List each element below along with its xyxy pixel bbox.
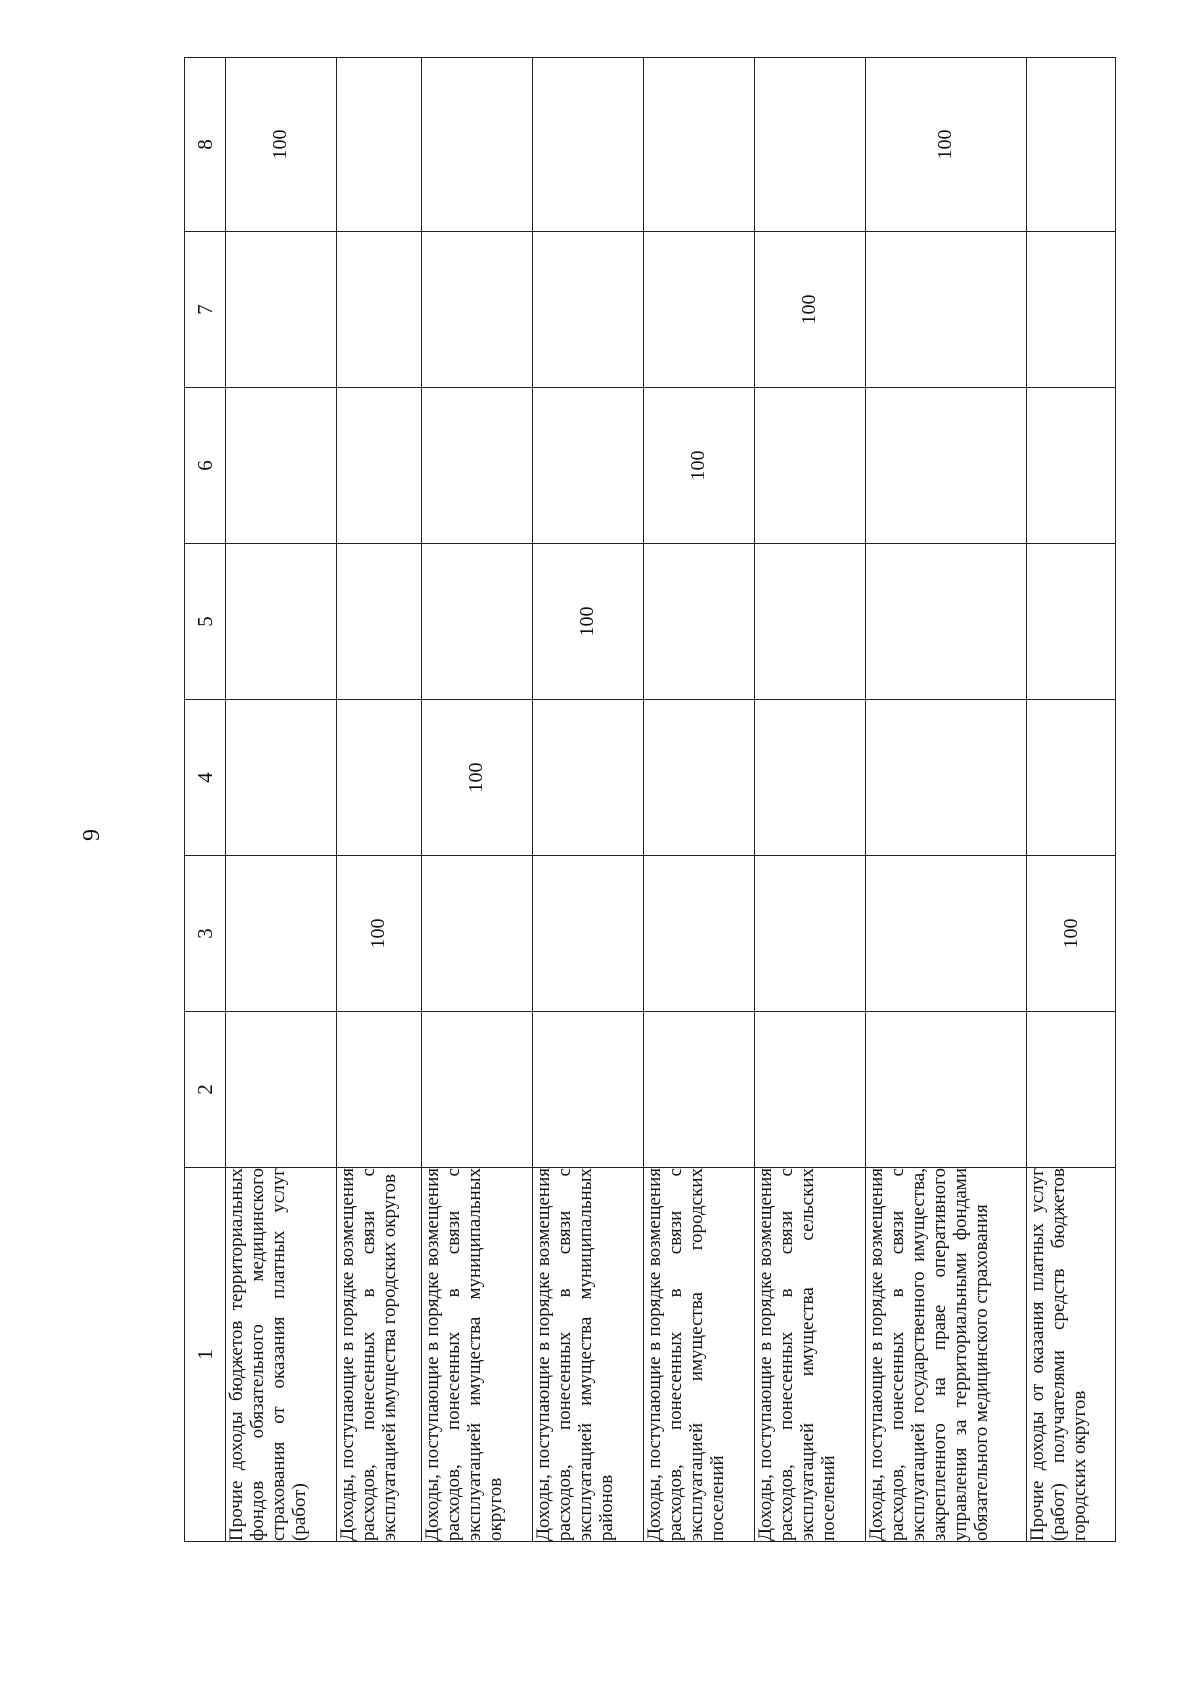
table-row — [226, 58, 337, 1542]
table-row — [532, 58, 643, 1542]
table-row — [643, 58, 754, 1542]
value-cell — [532, 1012, 643, 1168]
value-cell — [754, 544, 865, 700]
budget-income-table — [184, 57, 1116, 1542]
value-cell: 100 — [336, 856, 421, 1012]
value-cell — [865, 1012, 1026, 1168]
value-cell — [865, 856, 1026, 1012]
value-cell — [754, 700, 865, 856]
value-cell — [1027, 388, 1116, 544]
value-cell — [532, 856, 643, 1012]
value-cell — [226, 544, 337, 700]
income-description: Прочие доходы бюджетов территориальных фондов обязательного медицинского страхования от оказания платных услуг (работ) — [226, 1168, 337, 1542]
value-cell — [226, 388, 337, 544]
income-description: Доходы, поступающие в порядке возмещения расходов, понесенных в связи с эксплуатацией имущества городских поселений — [643, 1168, 754, 1542]
value-cell — [421, 58, 532, 232]
income-description: Доходы, поступающие в порядке возмещения расходов, понесенных в связи с эксплуатацией имущества муниципальных районов — [532, 1168, 643, 1542]
value-cell — [421, 856, 532, 1012]
column-header: 5 — [185, 544, 226, 700]
value-cell — [754, 1012, 865, 1168]
value-cell — [643, 232, 754, 388]
value-cell — [865, 700, 1026, 856]
value-cell — [1027, 544, 1116, 700]
value-cell — [532, 388, 643, 544]
value-cell: 100 — [421, 700, 532, 856]
value-cell: 100 — [643, 388, 754, 544]
value-cell: 100 — [865, 58, 1026, 232]
value-cell — [226, 700, 337, 856]
value-cell — [643, 58, 754, 232]
value-cell — [754, 58, 865, 232]
page-number: 9 — [79, 829, 105, 841]
value-cell — [865, 544, 1026, 700]
value-cell — [421, 388, 532, 544]
table-row — [865, 58, 1026, 1542]
table-row — [336, 58, 421, 1542]
value-cell — [336, 232, 421, 388]
value-cell — [421, 232, 532, 388]
income-description: Доходы, поступающие в порядке возмещения расходов, понесенных в связи с эксплуатацией имущества городских округов — [336, 1168, 421, 1542]
value-cell — [532, 232, 643, 388]
rotated-table-container — [184, 42, 1124, 1542]
value-cell — [336, 58, 421, 232]
value-cell — [226, 1012, 337, 1168]
value-cell: 100 — [1027, 856, 1116, 1012]
value-cell — [336, 1012, 421, 1168]
value-cell — [643, 1012, 754, 1168]
value-cell — [865, 388, 1026, 544]
value-cell — [643, 856, 754, 1012]
income-description: Доходы, поступающие в порядке возмещения расходов, понесенных в связи с эксплуатацией государственного имущества, закрепленного на праве оперативного управления за территориальными фондами обязательного медицинского страхования — [865, 1168, 1026, 1542]
column-header: 1 — [185, 1168, 226, 1542]
value-cell — [754, 388, 865, 544]
column-header: 8 — [185, 58, 226, 232]
value-cell — [421, 1012, 532, 1168]
header-row — [185, 58, 226, 1542]
value-cell — [226, 856, 337, 1012]
value-cell — [1027, 232, 1116, 388]
value-cell — [532, 58, 643, 232]
column-header: 4 — [185, 700, 226, 856]
value-cell — [643, 700, 754, 856]
value-cell — [532, 700, 643, 856]
column-header: 3 — [185, 856, 226, 1012]
table-row — [421, 58, 532, 1542]
table-row — [1027, 58, 1116, 1542]
value-cell — [336, 388, 421, 544]
income-description: Доходы, поступающие в порядке возмещения расходов, понесенных в связи с эксплуатацией имущества сельских поселений — [754, 1168, 865, 1542]
value-cell — [754, 856, 865, 1012]
value-cell — [643, 544, 754, 700]
income-description: Доходы, поступающие в порядке возмещения расходов, понесенных в связи с эксплуатацией имущества муниципальных округов — [421, 1168, 532, 1542]
table-row — [754, 58, 865, 1542]
value-cell — [336, 700, 421, 856]
column-header: 2 — [185, 1012, 226, 1168]
value-cell: 100 — [532, 544, 643, 700]
value-cell — [336, 544, 421, 700]
income-description: Прочие доходы от оказания платных услуг (работ) получателями средств бюджетов городских округов — [1027, 1168, 1116, 1542]
value-cell — [1027, 700, 1116, 856]
value-cell — [1027, 1012, 1116, 1168]
value-cell: 100 — [754, 232, 865, 388]
column-header: 6 — [185, 388, 226, 544]
value-cell — [1027, 58, 1116, 232]
column-header: 7 — [185, 232, 226, 388]
value-cell: 100 — [226, 58, 337, 232]
value-cell — [865, 232, 1026, 388]
value-cell — [226, 232, 337, 388]
value-cell — [421, 544, 532, 700]
